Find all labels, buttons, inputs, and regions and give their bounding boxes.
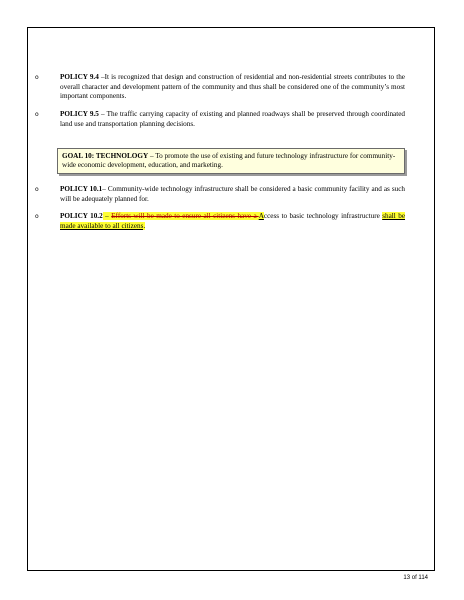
goal-10-box (57, 148, 405, 174)
deleted-text: Efforts will be made to ensure all citizens have a (111, 212, 259, 220)
bullet: o (35, 111, 39, 118)
policy-text: – Community-wide technology infrastructure shall be considered a basic community facility and as such will be adequately planned for. (60, 185, 405, 203)
policy-text: ccess to basic technology infrastructure (263, 212, 383, 220)
inserted-letter: A (258, 212, 264, 220)
policy-10-2: o POLICY 10.2 – Efforts will be made to ensure all citizens have a Access to basic technology infrastructure shall be made available to all citizens. (35, 212, 406, 230)
goal-text: – To promote the use of existing and future technology infrastructure for community-wide economic development, education, and marketing. (62, 152, 396, 170)
page-number: 13 of 114 (403, 575, 428, 581)
goal-label: GOAL 10: TECHNOLOGY (62, 152, 149, 160)
policy-label: POLICY 9.4 (60, 73, 99, 81)
policy-text: – The traffic carrying capacity of existing and planned roadways shall be preserved through coordinated land use and transportation planning decisions. (60, 110, 406, 128)
policy-text: –It is recognized that design and construction of residential and non-residential streets contributes to the overall character and development pattern of the community and thus shall be considered one of the community’s most important components. (60, 73, 405, 101)
bullet: o (35, 213, 39, 220)
policy-label: POLICY 9.5 (60, 110, 99, 118)
policy-9-5 (35, 110, 406, 129)
bullet: o (35, 186, 39, 193)
inserted-text: shall be made available to all citizens (60, 212, 406, 230)
policy-9-4 (35, 73, 405, 102)
policy-10-1 (35, 185, 405, 204)
bullet: o (35, 74, 39, 81)
policy-label: POLICY 10.1 (60, 185, 103, 193)
page-border (27, 27, 435, 571)
policy-dash: – (102, 212, 112, 220)
policy-label: POLICY 10.2 (60, 212, 103, 220)
